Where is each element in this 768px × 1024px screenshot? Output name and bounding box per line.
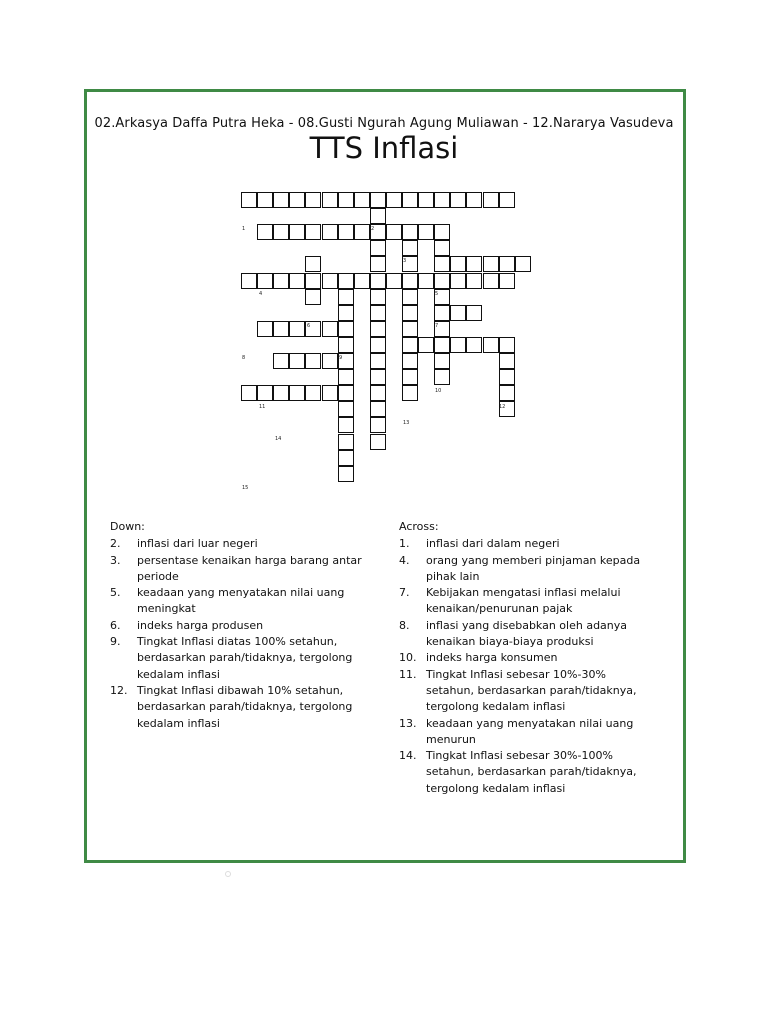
crossword-cell[interactable] xyxy=(338,385,354,401)
crossword-cell[interactable] xyxy=(402,385,418,401)
clue-label: 12. xyxy=(110,683,128,697)
crossword-cell[interactable] xyxy=(483,256,499,272)
crossword-cell[interactable] xyxy=(499,385,515,401)
clue-text: Tingkat Inflasi diatas 100% setahun, berdasarkan parah/tidaknya, tergolong kedalam inflasi xyxy=(137,635,353,681)
clue-label: 14. xyxy=(399,749,417,763)
down-clue-item xyxy=(110,585,372,618)
clue-text: indeks harga konsumen xyxy=(426,651,558,665)
crossword-cell[interactable] xyxy=(305,256,321,272)
clue-label: 8. xyxy=(399,618,410,632)
crossword-cell[interactable] xyxy=(418,192,434,208)
crossword-cell[interactable] xyxy=(402,224,418,240)
crossword-cell[interactable] xyxy=(434,369,450,385)
clue-number: 8 xyxy=(242,355,246,361)
crossword-cell[interactable] xyxy=(402,289,418,305)
crossword-cell[interactable] xyxy=(338,273,354,289)
down-clue-item xyxy=(110,553,372,586)
crossword-cell[interactable] xyxy=(370,240,386,256)
crossword-cell[interactable] xyxy=(322,273,338,289)
clue-number: 5 xyxy=(435,291,439,297)
crossword-cell[interactable] xyxy=(434,337,450,353)
crossword-cell[interactable] xyxy=(289,385,305,401)
crossword-cell[interactable] xyxy=(338,417,354,433)
clue-text: Tingkat Inflasi dibawah 10% setahun, berdasarkan parah/tidaknya, tergolong kedalam inflasi xyxy=(137,683,353,730)
crossword-cell[interactable] xyxy=(273,192,289,208)
clue-number: 9 xyxy=(339,355,343,361)
across-clue-item xyxy=(399,618,645,651)
crossword-cell[interactable] xyxy=(338,305,354,321)
crossword-cell[interactable] xyxy=(305,192,321,208)
crossword-cell[interactable] xyxy=(338,369,354,385)
crossword-cell[interactable] xyxy=(402,337,418,353)
clue-text: Tingkat Inflasi sebesar 10%-30% setahun, berdasarkan parah/tidaknya, tergolong kedalam inflasi xyxy=(426,667,637,714)
crossword-cell[interactable] xyxy=(450,337,466,353)
crossword-cell[interactable] xyxy=(289,273,305,289)
crossword-cell[interactable] xyxy=(370,321,386,337)
clue-number: 14 xyxy=(275,436,282,442)
crossword-cell[interactable] xyxy=(338,434,354,450)
crossword-cell[interactable] xyxy=(370,208,386,224)
clue-number: 2 xyxy=(371,226,375,232)
crossword-cell[interactable] xyxy=(370,305,386,321)
across-heading: Across: xyxy=(399,520,439,533)
crossword-cell[interactable] xyxy=(241,385,257,401)
crossword-cell[interactable] xyxy=(466,256,482,272)
across-clue-item xyxy=(399,585,645,618)
crossword-cell[interactable] xyxy=(354,192,370,208)
crossword-cell[interactable] xyxy=(370,353,386,369)
crossword-cell[interactable] xyxy=(289,353,305,369)
crossword-cell[interactable] xyxy=(370,417,386,433)
crossword-cell[interactable] xyxy=(338,192,354,208)
crossword-cell[interactable] xyxy=(499,192,515,208)
clue-number: 6 xyxy=(307,323,311,329)
crossword-cell[interactable] xyxy=(354,273,370,289)
down-heading: Down: xyxy=(110,520,145,533)
crossword-cell[interactable] xyxy=(257,224,273,240)
clue-number: 13 xyxy=(403,420,410,426)
crossword-cell[interactable] xyxy=(305,224,321,240)
authors-line: 02.Arkasya Daffa Putra Heka - 08.Gusti Ngurah Agung Muliawan - 12.Nararya Vasudeva xyxy=(94,116,674,131)
crossword-cell[interactable] xyxy=(257,321,273,337)
crossword-cell[interactable] xyxy=(370,434,386,450)
crossword-cell[interactable] xyxy=(322,353,338,369)
crossword-cell[interactable] xyxy=(418,273,434,289)
clue-label: 9. xyxy=(110,635,121,649)
crossword-cell[interactable] xyxy=(241,192,257,208)
crossword-cell[interactable] xyxy=(499,353,515,369)
crossword-cell[interactable] xyxy=(370,401,386,417)
crossword-cell[interactable] xyxy=(434,256,450,272)
clue-label: 5. xyxy=(110,586,121,600)
crossword-cell[interactable] xyxy=(499,369,515,385)
crossword-cell[interactable] xyxy=(499,273,515,289)
crossword-cell[interactable] xyxy=(273,321,289,337)
crossword-cell[interactable] xyxy=(338,289,354,305)
clue-number: 15 xyxy=(242,485,249,491)
crossword-cell[interactable] xyxy=(305,289,321,305)
crossword-cell[interactable] xyxy=(257,385,273,401)
crossword-cell[interactable] xyxy=(386,273,402,289)
clue-number: 12 xyxy=(499,404,506,410)
crossword-cell[interactable] xyxy=(273,273,289,289)
crossword-cell[interactable] xyxy=(370,385,386,401)
clue-text: keadaan yang menyatakan nilai uang menurun xyxy=(426,716,634,746)
down-clue-item xyxy=(110,683,372,732)
crossword-cell[interactable] xyxy=(386,192,402,208)
crossword-cell[interactable] xyxy=(434,305,450,321)
crossword-cell[interactable] xyxy=(483,192,499,208)
crossword-cell[interactable] xyxy=(338,466,354,482)
clue-number: 1 xyxy=(242,226,246,232)
crossword-cell[interactable] xyxy=(499,256,515,272)
across-clue-item xyxy=(399,748,645,797)
page-marker xyxy=(225,871,231,877)
crossword-cell[interactable] xyxy=(515,256,531,272)
clue-label: 11. xyxy=(399,667,417,681)
crossword-cell[interactable] xyxy=(483,273,499,289)
crossword-cell[interactable] xyxy=(402,240,418,256)
crossword-cell[interactable] xyxy=(257,192,273,208)
clue-number: 7 xyxy=(435,323,439,329)
clue-text: Tingkat Inflasi sebesar 30%-100% setahun, berdasarkan parah/tidaknya, tergolong kedalam inflasi xyxy=(426,749,637,795)
clue-text: orang yang memberi pinjaman kepada pihak lain xyxy=(426,553,641,583)
crossword-cell[interactable] xyxy=(450,305,466,321)
clue-number: 3 xyxy=(403,258,407,264)
clue-label: 13. xyxy=(399,716,417,730)
clue-label: 6. xyxy=(110,618,121,632)
crossword-cell[interactable] xyxy=(434,192,450,208)
clue-label: 4. xyxy=(399,553,410,567)
down-clue-item xyxy=(110,634,372,683)
crossword-cell[interactable] xyxy=(402,353,418,369)
crossword-cell[interactable] xyxy=(466,337,482,353)
clue-label: 3. xyxy=(110,553,121,567)
crossword-cell[interactable] xyxy=(402,273,418,289)
crossword-cell[interactable] xyxy=(450,256,466,272)
across-clue-item xyxy=(399,536,645,552)
across-clue-item xyxy=(399,650,645,666)
crossword-cell[interactable] xyxy=(434,224,450,240)
clue-text: inflasi dari luar negeri xyxy=(137,537,258,551)
crossword-cell[interactable] xyxy=(386,224,402,240)
crossword-cell[interactable] xyxy=(499,337,515,353)
clue-text: indeks harga produsen xyxy=(137,618,264,632)
clue-number: 4 xyxy=(259,291,263,297)
crossword-cell[interactable] xyxy=(305,273,321,289)
across-clues xyxy=(399,519,645,797)
crossword-cell[interactable] xyxy=(402,305,418,321)
crossword-cell[interactable] xyxy=(273,385,289,401)
crossword-cell[interactable] xyxy=(450,192,466,208)
clue-number: 11 xyxy=(259,404,266,410)
clue-label: 2. xyxy=(110,537,121,551)
crossword-cell[interactable] xyxy=(273,353,289,369)
crossword-cell[interactable] xyxy=(450,273,466,289)
crossword-cell[interactable] xyxy=(402,321,418,337)
crossword-cell[interactable] xyxy=(370,192,386,208)
crossword-cell[interactable] xyxy=(289,321,305,337)
crossword-cell[interactable] xyxy=(434,240,450,256)
crossword-cell[interactable] xyxy=(434,273,450,289)
crossword-cell[interactable] xyxy=(466,273,482,289)
crossword-cell[interactable] xyxy=(338,401,354,417)
crossword-cell[interactable] xyxy=(466,305,482,321)
across-clue-item xyxy=(399,716,645,749)
crossword-cell[interactable] xyxy=(338,321,354,337)
clue-number: 10 xyxy=(435,388,442,394)
crossword-cell[interactable] xyxy=(338,450,354,466)
crossword-cell[interactable] xyxy=(354,224,370,240)
crossword-cell[interactable] xyxy=(289,224,305,240)
crossword-cell[interactable] xyxy=(370,273,386,289)
crossword-cell[interactable] xyxy=(402,192,418,208)
crossword-cell[interactable] xyxy=(338,337,354,353)
down-clues xyxy=(110,519,372,732)
clue-label: 7. xyxy=(399,586,410,600)
across-clue-item xyxy=(399,553,645,586)
clue-text: inflasi dari dalam negeri xyxy=(426,537,560,551)
crossword-cell[interactable] xyxy=(322,321,338,337)
clue-text: persentase kenaikan harga barang antar periode xyxy=(137,553,362,583)
clue-text: keadaan yang menyatakan nilai uang meningkat xyxy=(137,586,345,616)
crossword-cell[interactable] xyxy=(322,192,338,208)
clue-label: 1. xyxy=(399,537,410,551)
crossword-cell[interactable] xyxy=(257,273,273,289)
crossword-cell[interactable] xyxy=(370,256,386,272)
crossword-cell[interactable] xyxy=(418,224,434,240)
crossword-cell[interactable] xyxy=(273,224,289,240)
crossword-cell[interactable] xyxy=(289,192,305,208)
crossword-cell[interactable] xyxy=(402,369,418,385)
down-clue-item xyxy=(110,618,372,634)
crossword-cell[interactable] xyxy=(483,337,499,353)
crossword-cell[interactable] xyxy=(322,385,338,401)
crossword-cell[interactable] xyxy=(322,224,338,240)
clue-text: inflasi yang disebabkan oleh adanya kenaikan biaya-biaya produksi xyxy=(426,618,628,649)
across-clue-item xyxy=(399,667,645,716)
crossword-cell[interactable] xyxy=(305,353,321,369)
crossword-cell[interactable] xyxy=(338,224,354,240)
page-title: TTS Inflasi xyxy=(309,131,459,165)
crossword-cell[interactable] xyxy=(434,353,450,369)
crossword-cell[interactable] xyxy=(370,369,386,385)
clue-label: 10. xyxy=(399,651,417,665)
crossword-cell[interactable] xyxy=(418,337,434,353)
crossword-cell[interactable] xyxy=(466,192,482,208)
crossword-cell[interactable] xyxy=(305,385,321,401)
down-clue-item xyxy=(110,536,372,552)
crossword-cell[interactable] xyxy=(370,289,386,305)
crossword-cell[interactable] xyxy=(370,337,386,353)
crossword-cell[interactable] xyxy=(241,273,257,289)
clue-text: Kebijakan mengatasi inflasi melalui kenaikan/penurunan pajak xyxy=(426,586,621,616)
